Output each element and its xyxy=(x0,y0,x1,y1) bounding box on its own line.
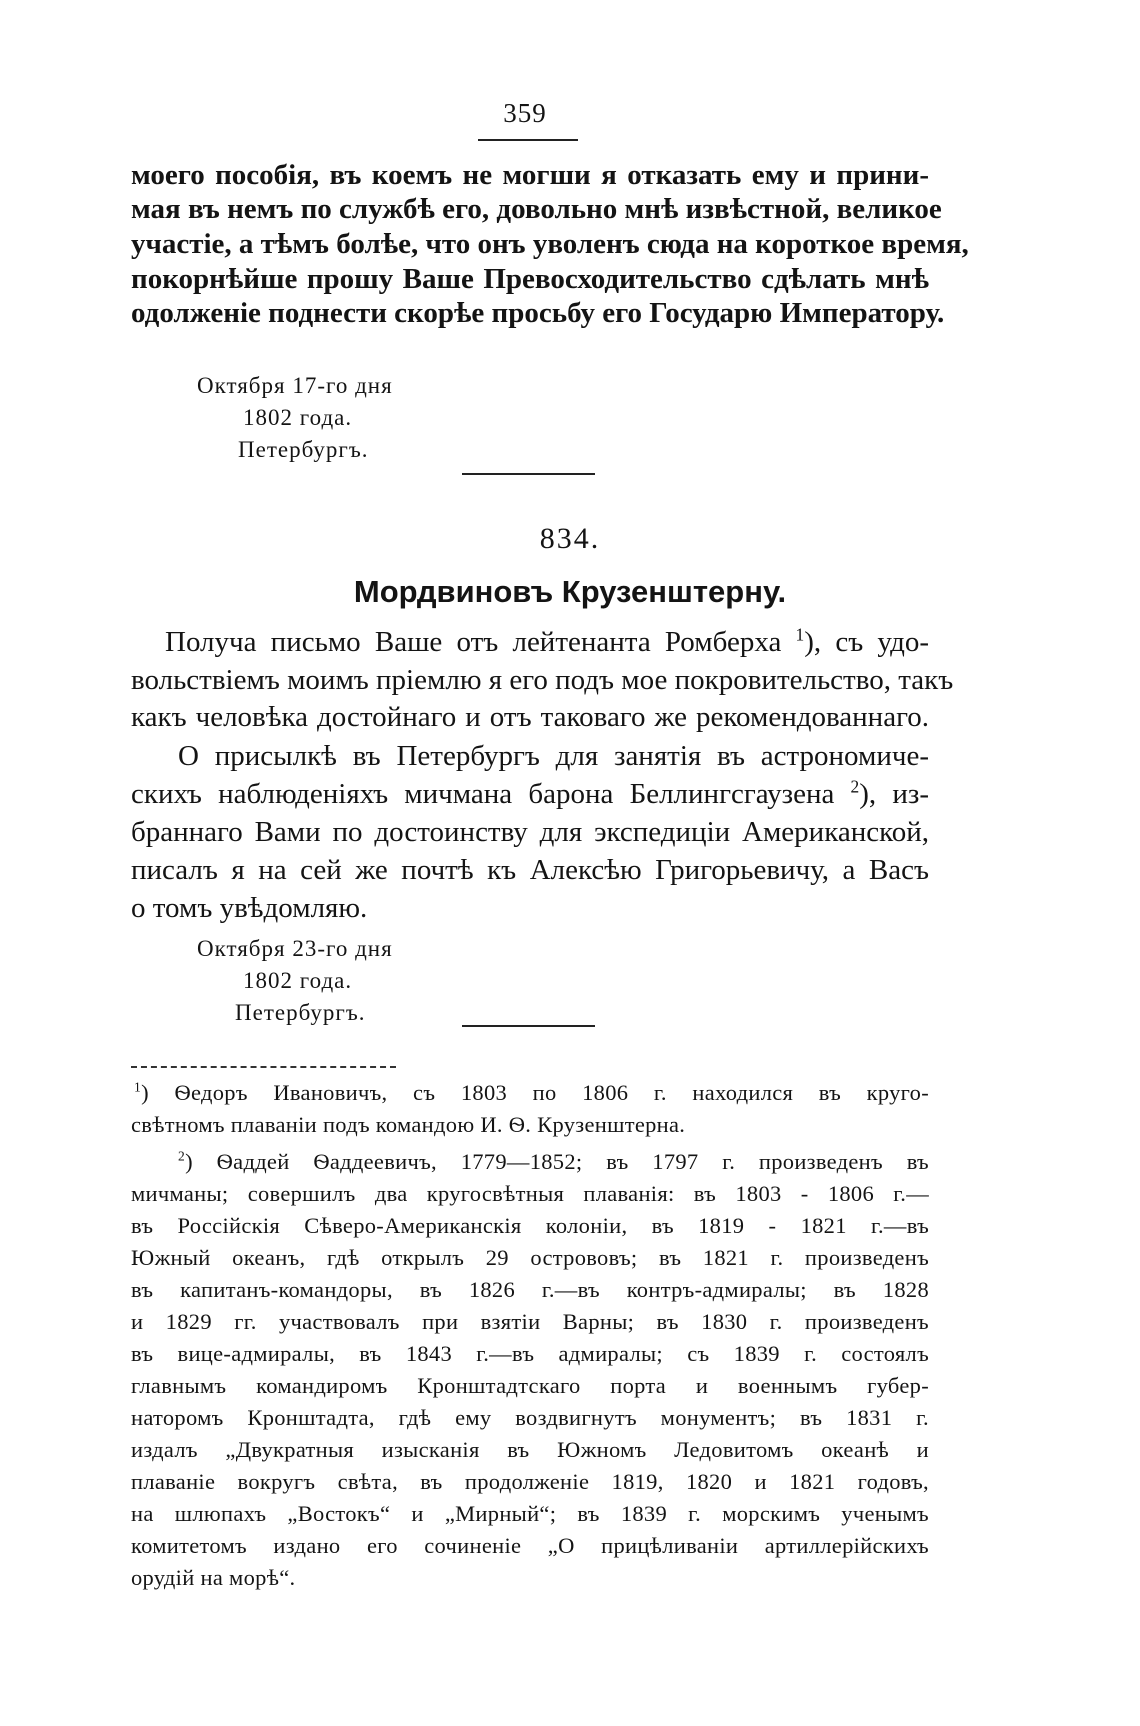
footnote-2-line: наторомъ Кронштадта, гдѣ ему воздвигнутъ монументъ; въ 1831 г. xyxy=(131,1405,929,1430)
page-number: 359 xyxy=(503,98,547,128)
footnote-2-line: комитетомъ издано его сочиненіе „О прицѣливаніи артиллерійскихъ xyxy=(131,1533,929,1558)
continuation-line: мая въ немъ по службѣ его, довольно мнѣ извѣстной, великое xyxy=(131,193,942,225)
footnote-2-line: въ Россійскія Сѣверо-Американскія колоніи, въ 1819 - 1821 г.—въ xyxy=(131,1213,929,1238)
signature-place: Петербургъ. xyxy=(235,1000,366,1025)
footnote-1: $^1$) Ѳедоръ Ивановичъ, съ 1803 по 1806 г. находился въ круго- xyxy=(134,1079,929,1105)
footnote-2-line: плаваніе вокругъ свѣта, въ продолженіе 1819, 1820 и 1821 годовъ, xyxy=(131,1469,929,1494)
footnote-2-line: главнымъ командиромъ Кронштадтскаго порта и военнымъ губер- xyxy=(131,1373,929,1398)
signature-year: 1802 года. xyxy=(243,405,353,430)
section-divider xyxy=(462,1025,595,1027)
footnote-2-line: въ капитанъ-командоры, въ 1826 г.—въ контръ-адмиралы; въ 1828 xyxy=(131,1277,929,1302)
continuation-line: моего пособія, въ коемъ не могши я отказать ему и прини- xyxy=(131,159,929,191)
footnote-2-line: на шлюпахъ „Востокъ“ и „Мирный“; въ 1839 г. морскимъ ученымъ xyxy=(131,1501,929,1526)
page-number-underline xyxy=(478,139,578,141)
signature-year: 1802 года. xyxy=(243,968,353,993)
footnote-separator xyxy=(131,1066,396,1068)
footnote-2-line: мичманы; совершилъ два кругосвѣтныя плаванія: въ 1803 - 1806 г.— xyxy=(131,1181,929,1206)
continuation-line: одолженіе поднести скорѣе просьбу его Государю Императору. xyxy=(131,297,945,329)
footnote-2: $^2$) Ѳаддей Ѳаддеевичъ, 1779—1852; въ 1797 г. произведенъ въ xyxy=(178,1148,929,1174)
signature-place: Петербургъ. xyxy=(238,437,369,462)
letter-title: Мордвиновъ Крузенштерну. xyxy=(353,574,787,609)
letter-line: скихъ наблюденіяхъ мичмана барона Беллингсгаузена $^2$), из- xyxy=(131,776,929,810)
continuation-line: покорнѣйше прошу Ваше Превосходительство сдѣлать мнѣ xyxy=(131,263,929,295)
footnote-1-line: свѣтномъ плаваніи подъ командою И. Ѳ. Крузенштерна. xyxy=(131,1112,686,1137)
letter-line: браннаго Вами по достоинству для экспедиціи Американской, xyxy=(131,816,929,848)
footnote-2-line: въ вице-адмиралы, въ 1843 г.—въ адмиралы; съ 1839 г. состоялъ xyxy=(131,1341,929,1366)
footnote-2-line: Южный океанъ, гдѣ открылъ 29 острововъ; въ 1821 г. произведенъ xyxy=(131,1245,929,1270)
letter-line: Получа письмо Ваше отъ лейтенанта Ромберха $^1$), съ удо- xyxy=(165,624,929,658)
continuation-line: участіе, а тѣмъ болѣе, что онъ уволенъ сюда на короткое время, xyxy=(131,228,969,260)
footnote-2-line: орудій на морѣ“. xyxy=(131,1565,296,1590)
letter-line: какъ человѣка достойнаго и отъ таковаго же рекомендованнаго. xyxy=(131,701,929,733)
letter-line: О присылкѣ въ Петербургъ для занятія въ астрономиче- xyxy=(178,740,929,772)
signature-date: Октября 17-го дня xyxy=(197,373,393,398)
footnote-2-line: и 1829 гг. участвовалъ при взятіи Варны; въ 1830 г. произведенъ xyxy=(131,1309,929,1334)
letter-line: о томъ увѣдомляю. xyxy=(131,892,368,924)
letter-line: писалъ я на сей же почтѣ къ Алексѣю Григорьевичу, а Васъ xyxy=(131,854,929,886)
section-divider xyxy=(462,473,595,475)
footnote-ref-1[interactable]: 1 xyxy=(795,624,805,645)
footnote-2-line: издалъ „Двукратныя изысканія въ Южномъ Ледовитомъ океанѣ и xyxy=(131,1437,929,1462)
footnote-ref-2[interactable]: 2 xyxy=(850,776,860,797)
letter-number: 834. xyxy=(539,522,601,555)
signature-date: Октября 23-го дня xyxy=(197,936,393,961)
letter-line: вольствіемъ моимъ пріемлю я его подъ мое покровительство, такъ xyxy=(131,664,954,696)
